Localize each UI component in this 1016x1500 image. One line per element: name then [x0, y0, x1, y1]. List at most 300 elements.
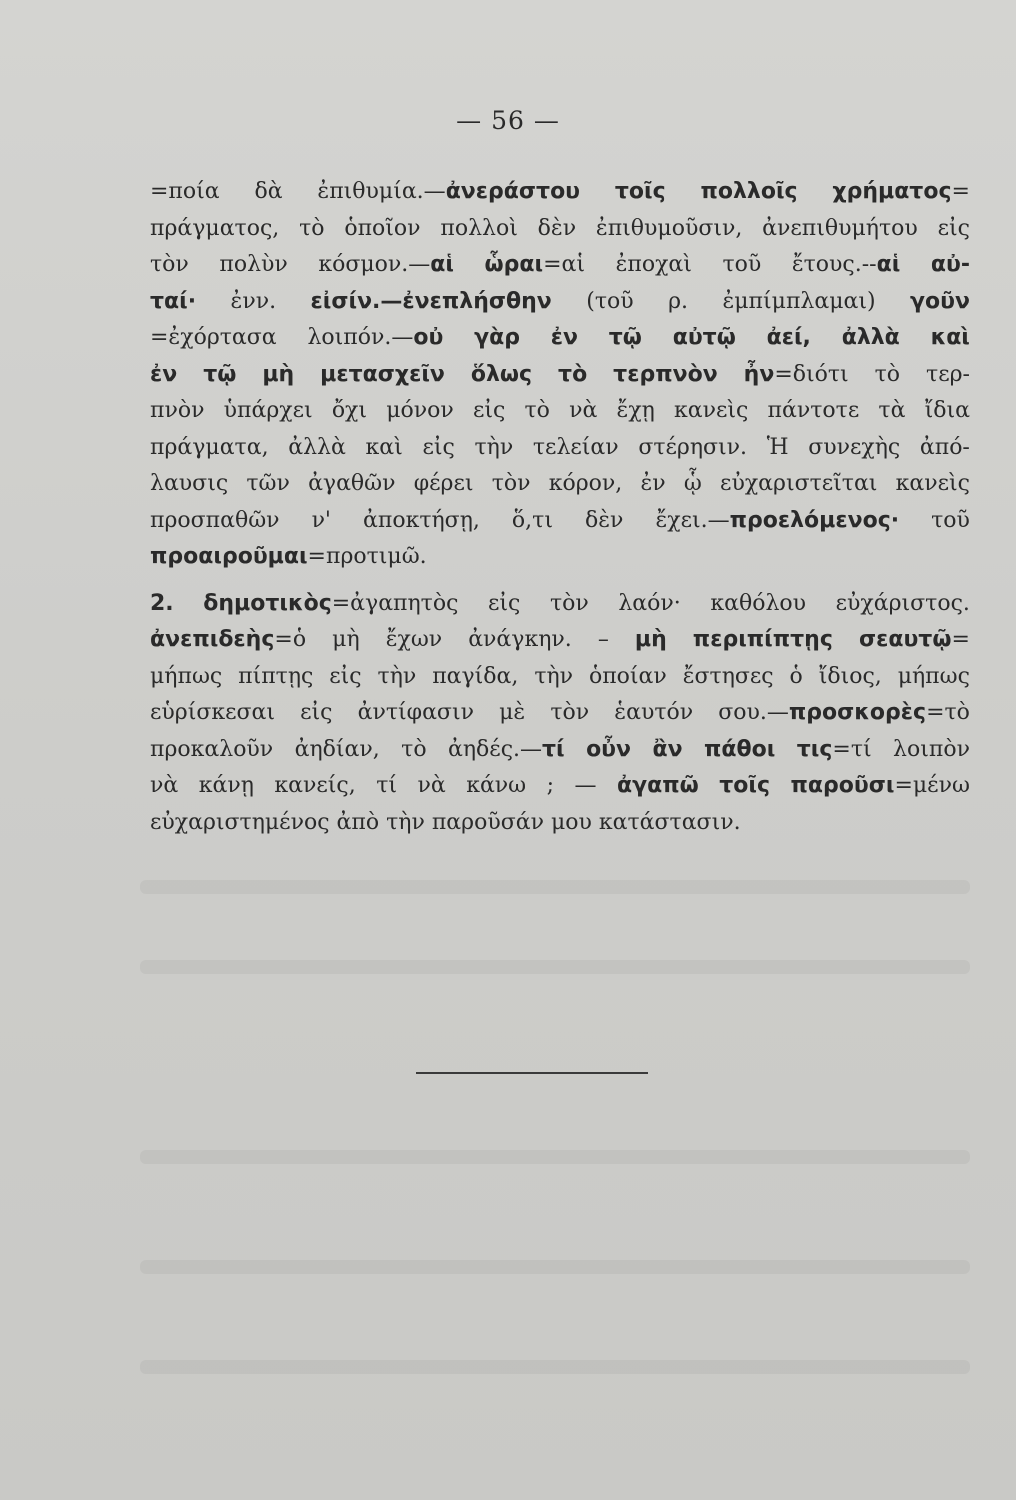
word	[150, 357, 177, 394]
word	[150, 320, 277, 357]
word	[466, 768, 526, 805]
bold-run: ταί·	[150, 288, 197, 314]
text-run: (τοῦ	[586, 288, 634, 314]
bold-run: τερπνὸν	[613, 361, 718, 387]
text-run: δὲν	[537, 215, 577, 241]
bold-run: μὴ	[634, 627, 667, 652]
text-run: ἐποχαὶ	[615, 252, 692, 277]
text-run: ἐν	[640, 471, 666, 496]
word	[575, 768, 597, 805]
bold-run: ἀγαπῶ	[616, 773, 699, 798]
text-run: ἔτους.--	[791, 252, 877, 277]
text-line	[150, 622, 970, 659]
word	[790, 768, 969, 805]
word	[768, 393, 860, 430]
word	[311, 284, 552, 321]
word	[931, 320, 970, 357]
text-line	[150, 466, 970, 503]
word	[150, 695, 275, 732]
word	[589, 659, 667, 696]
page-number: — 56 —	[456, 106, 560, 135]
word	[931, 503, 970, 540]
text-run: κόσμον.—	[318, 252, 431, 277]
word	[790, 659, 803, 696]
bold-run: τις	[796, 736, 833, 762]
word	[254, 174, 282, 211]
word	[150, 393, 204, 430]
text-run: τὰ	[878, 398, 906, 423]
text-run: ἐπιθυμοῦσιν,	[595, 215, 743, 241]
text-line	[150, 284, 970, 321]
bold-run: σεαυτῷ	[858, 627, 952, 652]
word	[432, 659, 518, 696]
word	[586, 284, 633, 321]
text-run: τὸν	[150, 252, 189, 277]
word	[896, 466, 970, 503]
word	[832, 174, 970, 211]
text-run: παγίδα,	[432, 663, 519, 689]
text-run: –	[597, 627, 609, 652]
bold-run: γὰρ	[474, 325, 520, 350]
bleed-through-shadow	[140, 960, 970, 974]
word	[842, 320, 900, 357]
word	[299, 211, 324, 248]
text-run: μόνον	[386, 398, 454, 423]
word	[569, 393, 597, 430]
word	[920, 430, 970, 467]
word	[618, 586, 680, 623]
word	[150, 805, 330, 842]
text-run: μου	[550, 809, 592, 835]
word	[819, 659, 882, 696]
word	[473, 393, 505, 430]
word	[485, 247, 585, 284]
text-run: ἴδια	[924, 398, 970, 423]
text-run: τοῦ	[722, 252, 762, 277]
text-run: ἀντίφασιν	[357, 700, 474, 725]
text-line	[150, 503, 970, 540]
bold-run: ἀεί,	[766, 325, 811, 350]
word	[512, 503, 553, 540]
word	[492, 466, 531, 503]
word	[700, 174, 797, 211]
word	[836, 586, 970, 623]
word	[551, 805, 592, 842]
text-run: εἰς	[472, 398, 506, 423]
word	[308, 466, 395, 503]
text-run: =τὸ	[926, 700, 970, 725]
text-run: —	[574, 773, 597, 798]
word	[150, 732, 273, 769]
word	[609, 320, 642, 357]
word	[524, 393, 549, 430]
text-line	[150, 247, 970, 284]
bold-run: ἐν	[150, 361, 178, 387]
word	[448, 732, 565, 769]
paragraph-gap	[150, 576, 970, 586]
text-run: εὐχαριστεῖται	[720, 471, 878, 496]
text-run: ὑπάρχει	[223, 398, 313, 423]
text-run: στέρησιν.	[638, 434, 748, 460]
word	[673, 320, 736, 357]
space	[379, 805, 386, 842]
word	[550, 695, 589, 732]
text-run: εὐχάριστος.	[835, 590, 970, 616]
text-run: εὐχαριστημένος	[150, 809, 330, 835]
text-run: μήπως	[150, 663, 223, 689]
word	[474, 320, 520, 357]
word	[596, 211, 742, 248]
word	[150, 430, 269, 467]
word	[432, 805, 544, 842]
text-run: συνεχὴς	[808, 434, 901, 460]
word	[150, 586, 174, 623]
word	[875, 357, 900, 394]
bold-run: αὐτῷ	[672, 325, 736, 350]
word	[376, 768, 397, 805]
word	[925, 393, 970, 430]
word	[744, 357, 849, 394]
text-run: ἀπὸ	[336, 809, 380, 835]
text-run: =ἐχόρτασα	[150, 325, 277, 350]
word	[767, 430, 789, 467]
text-run: ἀλλὰ	[288, 434, 346, 460]
bold-run: γοῦν	[910, 288, 970, 314]
text-run: ἀνεπιθυμήτου	[762, 215, 918, 241]
word	[635, 622, 667, 659]
word	[558, 357, 587, 394]
text-line	[150, 357, 970, 394]
bold-run: ὅλως	[470, 361, 533, 387]
text-run: τὸν	[550, 700, 590, 725]
text-run: πράγματος,	[150, 215, 280, 241]
text-run: πολὺν	[219, 252, 288, 277]
text-run: κατάστασιν.	[598, 809, 741, 835]
text-run: =προτιμῶ.	[307, 544, 427, 569]
word	[300, 695, 332, 732]
word	[898, 659, 970, 696]
word	[414, 466, 474, 503]
word	[762, 211, 918, 248]
text-run: κανεὶς	[674, 398, 749, 423]
text-run: ν'	[311, 507, 331, 533]
text-run: μὲ	[499, 700, 526, 725]
text-run: ἔχει.—	[655, 507, 730, 533]
word	[238, 659, 313, 696]
text-run: κόρον,	[548, 471, 623, 496]
text-line	[150, 586, 970, 623]
word	[599, 805, 741, 842]
text-run: =ποία	[150, 179, 220, 204]
text-line	[150, 768, 970, 805]
text-run: ἀγαθῶν	[308, 471, 396, 496]
word	[538, 211, 576, 248]
text-run: =	[951, 179, 970, 204]
text-run: φέρει	[413, 471, 474, 496]
text-run: τερ-	[926, 361, 970, 387]
word	[274, 768, 355, 805]
body-text	[150, 174, 970, 841]
bold-run: ἂν	[652, 736, 683, 762]
word	[150, 466, 228, 503]
word	[150, 284, 196, 321]
word	[617, 768, 699, 805]
word	[344, 211, 420, 248]
text-line	[150, 211, 970, 248]
word	[320, 357, 445, 394]
text-run: τὴν	[377, 663, 417, 689]
text-run: ἀηδές.—	[448, 736, 543, 762]
text-run: εἰς	[300, 700, 333, 725]
word	[150, 174, 220, 211]
word	[317, 174, 580, 211]
text-run: λοιπὸν	[893, 736, 970, 762]
word	[710, 586, 806, 623]
word	[150, 503, 280, 540]
word	[718, 695, 970, 732]
bold-run: καὶ	[930, 325, 970, 350]
text-run: Ἡ	[766, 434, 789, 460]
word	[417, 768, 445, 805]
word	[931, 247, 970, 284]
text-run: μήπως	[897, 663, 970, 689]
text-run: τὸν	[549, 590, 589, 616]
word	[203, 586, 458, 623]
word	[262, 357, 294, 394]
word	[219, 247, 287, 284]
text-run: κάνω	[466, 773, 527, 798]
word	[468, 622, 572, 659]
bleed-through-shadow	[140, 1360, 970, 1374]
word	[893, 732, 970, 769]
bold-run: ἀλλὰ	[841, 325, 900, 350]
text-run: ἐνν.	[230, 288, 277, 314]
bold-run: αὐ-	[930, 252, 970, 277]
text-line	[150, 659, 970, 696]
text-run: =ὁ	[274, 627, 307, 652]
word	[674, 393, 748, 430]
word	[652, 732, 682, 769]
word	[246, 466, 289, 503]
word	[792, 247, 900, 284]
text-run: κάνῃ	[198, 773, 254, 798]
word	[150, 247, 189, 284]
bold-run: οὐ	[413, 325, 444, 350]
word	[808, 430, 900, 467]
word	[704, 732, 775, 769]
word	[797, 732, 872, 769]
bold-run: ἦν	[743, 361, 775, 387]
text-run: ὄχι	[331, 398, 368, 423]
text-run: ὁποίαν	[588, 663, 667, 689]
text-run: τελείαν	[532, 434, 619, 460]
word	[307, 320, 443, 357]
text-run: κανείς,	[274, 773, 356, 798]
text-run: παροῦσάν	[431, 809, 544, 835]
word	[534, 659, 573, 696]
text-line	[150, 539, 970, 576]
text-run: εἰς	[329, 663, 362, 689]
text-run: πνὸν	[150, 398, 205, 423]
word	[378, 659, 417, 696]
bold-run: πάθοι	[703, 736, 776, 762]
word	[224, 393, 313, 430]
word	[585, 503, 623, 540]
text-run: προκαλοῦν	[150, 736, 274, 762]
text-run: λαόν·	[618, 590, 681, 616]
text-run: καθόλου	[710, 590, 807, 616]
text-run: τὸν	[491, 471, 531, 496]
text-run: νὰ	[569, 398, 598, 423]
word	[366, 430, 403, 467]
text-run: προσπαθῶν	[150, 507, 280, 533]
word	[386, 805, 425, 842]
word	[363, 503, 480, 540]
bold-run: ἀνεράστου	[445, 179, 581, 204]
word	[499, 695, 525, 732]
text-run: πολλοὶ	[440, 215, 518, 241]
word	[684, 466, 702, 503]
word	[329, 659, 361, 696]
word	[722, 284, 875, 321]
text-run: ὁποῖον	[344, 215, 421, 241]
bold-run: οὖν	[586, 736, 632, 762]
word	[150, 211, 279, 248]
word	[150, 622, 306, 659]
text-run: =τί	[832, 736, 872, 762]
text-run: τοῦ	[931, 507, 970, 533]
bold-run: τῷ	[608, 325, 642, 350]
bold-run: ὧραι	[484, 252, 544, 277]
bleed-through-shadow	[140, 880, 970, 894]
bold-run: τοῖς	[719, 773, 770, 798]
word	[938, 211, 970, 248]
bold-run: παροῦσι	[790, 773, 895, 798]
bold-run: χρήματος	[832, 179, 952, 204]
text-run: τὴν	[386, 809, 425, 835]
text-run: =	[951, 627, 970, 652]
word	[598, 622, 609, 659]
text-run: ρ.	[668, 288, 688, 314]
text-run: δὲν	[584, 507, 624, 533]
word	[720, 466, 877, 503]
bold-run: προαιροῦμαι	[150, 544, 308, 569]
text-run: ὁ	[789, 663, 803, 689]
word	[150, 768, 178, 805]
space	[425, 805, 432, 842]
word	[640, 466, 665, 503]
word	[332, 622, 359, 659]
word	[295, 732, 380, 769]
word	[859, 622, 970, 659]
word	[401, 732, 426, 769]
word	[638, 430, 747, 467]
text-run: ἀηδίαν,	[294, 736, 380, 762]
text-run: ὅ,τι	[511, 507, 553, 533]
text-run: =αἱ	[543, 252, 585, 277]
word	[613, 357, 718, 394]
text-line	[150, 320, 970, 357]
text-run: εἰς	[422, 434, 455, 460]
bold-run: περιπίπτῃς	[692, 627, 833, 652]
text-run: πίπτῃς	[238, 663, 314, 689]
text-run: λαυσις	[150, 471, 229, 496]
word	[926, 357, 970, 394]
space	[544, 805, 551, 842]
text-line	[150, 695, 970, 732]
word	[719, 768, 770, 805]
text-run: ἔχων	[385, 627, 443, 652]
text-run: ἐμπίμπλαμαι)	[722, 288, 876, 314]
text-run: ᾧ	[683, 471, 702, 496]
text-run: ;	[546, 773, 555, 798]
bleed-through-shadow	[140, 1260, 970, 1274]
word	[614, 695, 693, 732]
word	[722, 247, 761, 284]
text-run: =ἀγαπητὸς	[331, 590, 459, 616]
text-run: κανεὶς	[895, 471, 970, 496]
word	[386, 393, 454, 430]
word	[337, 805, 380, 842]
bold-run: αἱ	[876, 252, 901, 277]
bold-run: μετασχεῖν	[320, 361, 445, 387]
text-run: ἑαυτόν	[614, 700, 694, 725]
text-run: νὰ	[150, 773, 179, 798]
text-run: τῶν	[246, 471, 290, 496]
bold-run: τὸ	[558, 361, 588, 387]
text-run: ἐπιθυμία.—	[317, 179, 446, 204]
bold-run: 2.	[150, 590, 174, 616]
word	[767, 320, 811, 357]
word	[549, 466, 623, 503]
space	[330, 805, 337, 842]
word	[586, 732, 631, 769]
word	[318, 247, 454, 284]
text-line	[150, 174, 970, 211]
bleed-through-shadow	[140, 1150, 970, 1164]
word	[655, 503, 899, 540]
bold-run: ἀνεπιδεὴς	[150, 627, 275, 652]
text-run: δὰ	[254, 179, 283, 204]
text-run: ἀνάγκην.	[468, 627, 572, 652]
text-run: ἔχῃ	[616, 398, 655, 423]
text-run: ἔστησες	[682, 663, 774, 689]
text-run: νὰ	[417, 773, 446, 798]
word	[550, 586, 589, 623]
text-run: τὸ	[401, 736, 427, 762]
word	[358, 695, 474, 732]
bold-run: δημοτικὸς	[203, 590, 332, 616]
text-run: ἴδιος,	[818, 663, 882, 689]
bold-run: εἰσίν.—ἐνεπλήσθην	[310, 288, 552, 314]
text-line	[150, 732, 970, 769]
word	[312, 503, 331, 540]
word	[693, 622, 833, 659]
text-line	[150, 430, 970, 467]
text-run: =μένω	[894, 773, 970, 798]
bold-run: τῷ	[203, 361, 237, 387]
word	[199, 768, 254, 805]
word	[471, 357, 532, 394]
bold-run: αἱ	[430, 252, 454, 277]
text-line	[150, 805, 970, 842]
bold-run: τί	[542, 736, 565, 762]
word	[150, 539, 427, 576]
text-run: εἰς	[937, 215, 970, 241]
word	[551, 320, 578, 357]
text-run: τὴν	[534, 663, 574, 689]
bold-run: προελόμενος·	[729, 507, 900, 533]
